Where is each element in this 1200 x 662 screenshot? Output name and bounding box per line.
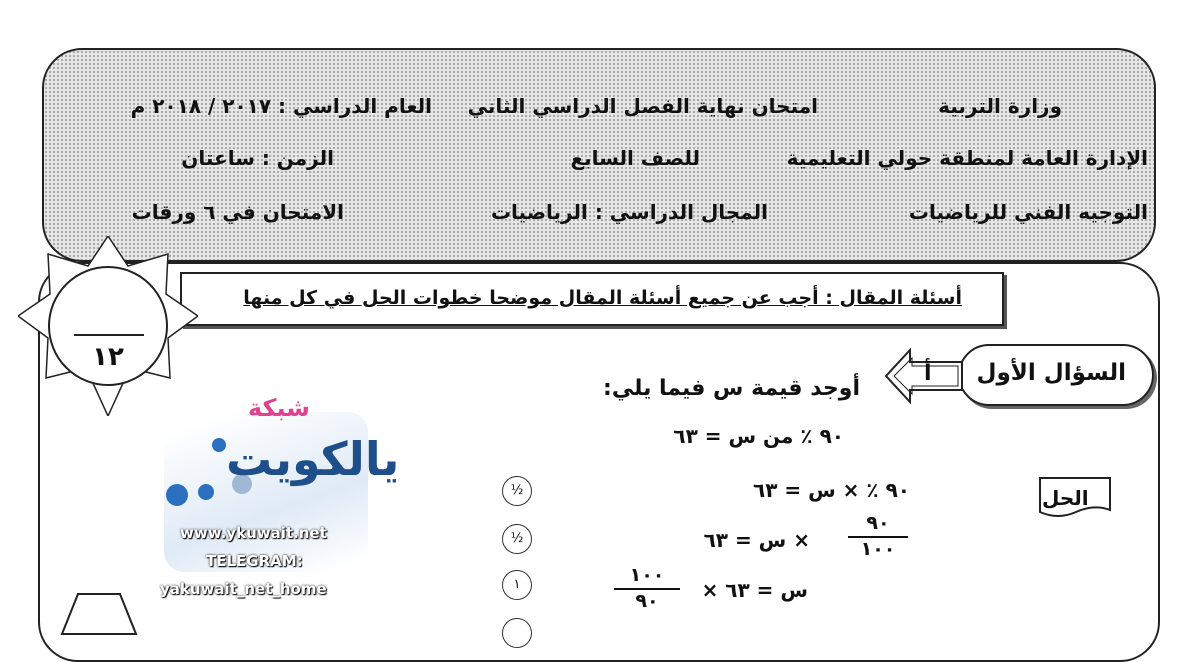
directorate-name: الإدارة العامة لمنطقة حولي التعليمية (786, 146, 1148, 170)
instructions-box (180, 272, 1004, 326)
solution-step-1: ٩٠ ٪ × س = ٦٣ (753, 478, 910, 502)
fraction-numerator: ٩٠ (866, 512, 890, 534)
fraction-denominator: ١٠٠ (848, 536, 908, 560)
question-title: السؤال الأول (976, 360, 1126, 386)
solution-step-3: س = ٦٣ × (701, 578, 808, 602)
site-logo (158, 392, 400, 606)
subject-name: المجال الدراسي : الرياضيات (490, 200, 768, 224)
logo-telegram-label: TELEGRAM: (206, 552, 303, 570)
grade-level: للصف السابع (570, 146, 700, 170)
exam-time: الزمن : ساعتان (181, 146, 334, 170)
fraction-step-2 (848, 512, 908, 560)
mark-circle-step-2: ½ (502, 524, 532, 554)
school-year: العام الدراسي : ٢٠١٧ / ٢٠١٨ م (130, 94, 432, 118)
logo-url: www.ykuwait.net (180, 524, 327, 542)
logo-network-text: شبكة (248, 394, 310, 422)
supervision-name: التوجيه الفني للرياضيات (908, 200, 1148, 224)
score-blank-line (74, 334, 144, 336)
question-part-letter: أ (924, 361, 932, 386)
hexagon-icon (42, 588, 142, 648)
logo-name-text: يالكويت (226, 432, 400, 486)
mark-circle-step-4 (502, 618, 532, 648)
solution-label: الحل (1042, 486, 1089, 510)
logo-telegram-handle: yakuwait_net_home (160, 580, 327, 598)
score-total: ١٢ (92, 342, 124, 372)
question-prompt: أوجد قيمة س فيما يلي: (603, 376, 860, 401)
score-circle (48, 266, 168, 386)
question-statement: ٩٠ ٪ من س = ٦٣ (673, 424, 844, 448)
mark-circle-step-1: ½ (502, 476, 532, 506)
logo-dot (212, 438, 226, 452)
page-count: الامتحان في ٦ ورقات (131, 200, 344, 224)
exam-title: امتحان نهاية الفصل الدراسي الثاني (467, 94, 818, 118)
logo-dot (166, 484, 188, 506)
fraction-denominator: ٩٠ (614, 588, 680, 612)
fraction-step-3 (614, 564, 680, 612)
solution-step-2: × س = ٦٣ (703, 528, 810, 552)
question-title-badge (958, 344, 1154, 406)
ministry-name: وزارة التربية (938, 94, 1062, 118)
fraction-numerator: ١٠٠ (629, 564, 665, 586)
instructions-text: أسئلة المقال : أجب عن جميع أسئلة المقال موضحا خطوات الحل في كل منها (243, 287, 962, 309)
logo-dot (198, 484, 214, 500)
mark-circle-step-3: ١ (502, 570, 532, 600)
